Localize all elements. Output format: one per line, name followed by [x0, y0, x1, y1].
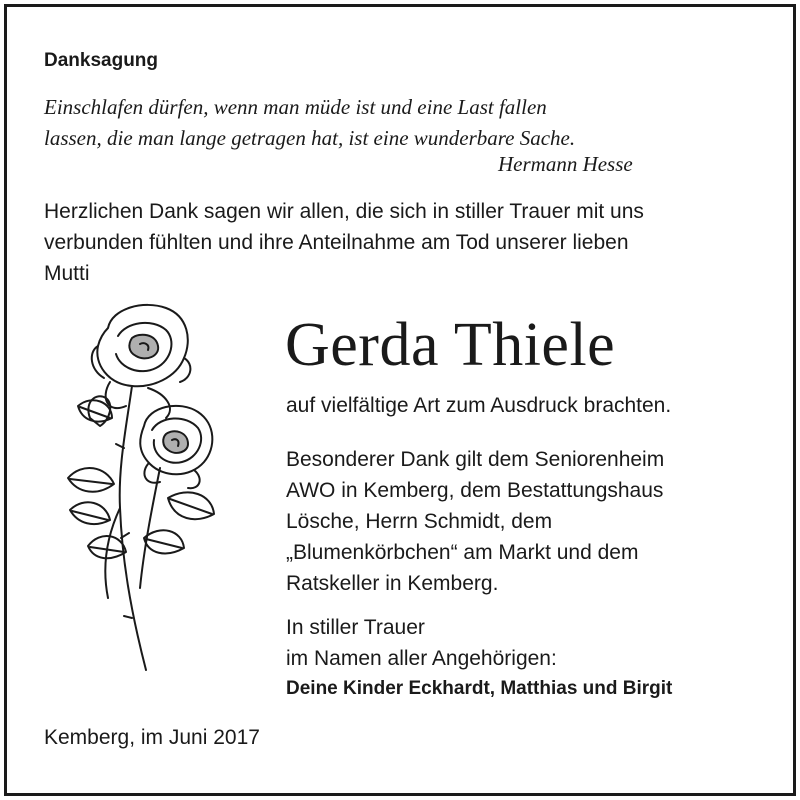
thanks-line: „Blumenkörbchen“ am Markt und dem: [286, 541, 639, 564]
after-name-text: auf vielfältige Art zum Ausdruck brachten.: [286, 394, 672, 417]
rose-illustration: [48, 298, 238, 678]
intro-line: Herzlichen Dank sagen wir allen, die sich in stiller Trauer mit uns: [44, 200, 644, 223]
place-date: Kemberg, im Juni 2017: [44, 726, 260, 749]
intro-line: Mutti: [44, 262, 90, 285]
signature-line: In stiller Trauer: [286, 616, 425, 639]
quote-author: Hermann Hesse: [498, 152, 633, 176]
quote-line: Einschlafen dürfen, wenn man müde ist und eine Last fallen: [44, 95, 547, 119]
special-thanks: [286, 444, 664, 599]
thanks-line: Besonderer Dank gilt dem Seniorenheim: [286, 448, 665, 471]
thanks-line: AWO in Kemberg, dem Bestattungshaus: [286, 479, 664, 502]
quote: [44, 92, 575, 154]
notice-heading: Danksagung: [44, 50, 159, 71]
signature-intro: [286, 612, 557, 674]
thanks-line: Ratskeller in Kemberg.: [286, 572, 499, 595]
quote-line: lassen, die man lange getragen hat, ist eine wunderbare Sache.: [44, 126, 576, 150]
children-names: Deine Kinder Eckhardt, Matthias und Birgit: [286, 678, 673, 699]
deceased-name: Gerda Thiele: [285, 311, 616, 379]
signature-line: im Namen aller Angehörigen:: [286, 647, 557, 670]
intro-line: verbunden fühlten und ihre Anteilnahme am Tod unserer lieben: [44, 231, 629, 254]
intro-text: [44, 196, 644, 289]
thanks-line: Lösche, Herrn Schmidt, dem: [286, 510, 553, 533]
